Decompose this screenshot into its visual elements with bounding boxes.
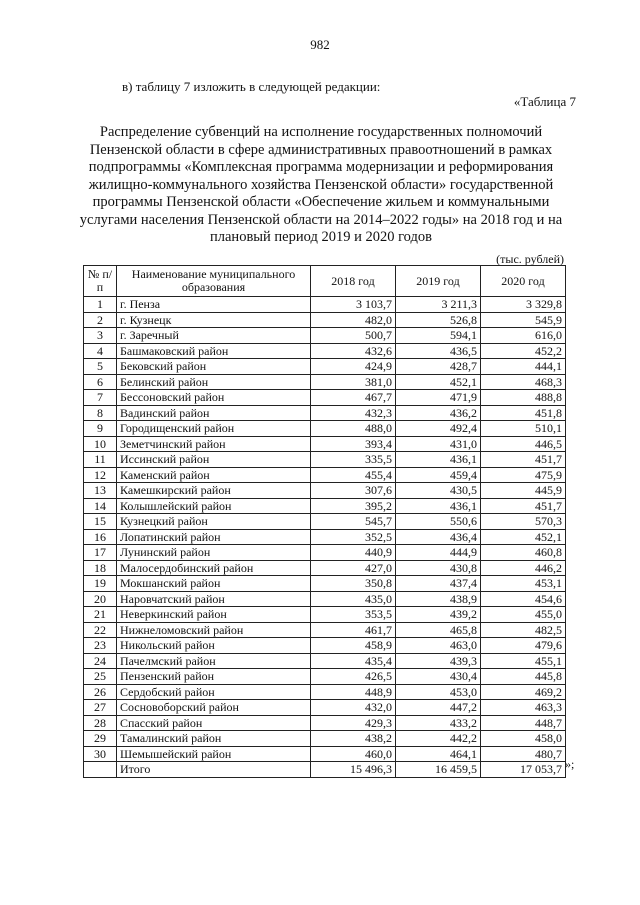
cell-2019: 526,8: [396, 312, 481, 328]
cell-2019: 436,2: [396, 405, 481, 421]
total-num: [84, 762, 117, 778]
cell-num: 3: [84, 328, 117, 344]
cell-name: Никольский район: [117, 638, 311, 654]
cell-num: 26: [84, 684, 117, 700]
cell-2018: 432,6: [311, 343, 396, 359]
cell-2020: 454,6: [481, 591, 566, 607]
cell-2019: 594,1: [396, 328, 481, 344]
cell-2019: 436,4: [396, 529, 481, 545]
cell-num: 6: [84, 374, 117, 390]
cell-2020: 446,2: [481, 560, 566, 576]
header-2018: 2018 год: [311, 266, 396, 297]
cell-name: Шемышейский район: [117, 746, 311, 762]
cell-name: Вадинский район: [117, 405, 311, 421]
table-row: [84, 669, 566, 685]
cell-2018: 395,2: [311, 498, 396, 514]
cell-name: Белинский район: [117, 374, 311, 390]
cell-2020: 482,5: [481, 622, 566, 638]
cell-2018: 3 103,7: [311, 297, 396, 313]
table-row: [84, 591, 566, 607]
cell-2019: 447,2: [396, 700, 481, 716]
header-num: № п/п: [84, 266, 117, 297]
cell-2020: 488,8: [481, 390, 566, 406]
table-row: [84, 746, 566, 762]
cell-2019: 430,4: [396, 669, 481, 685]
cell-num: 8: [84, 405, 117, 421]
cell-name: Неверкинский район: [117, 607, 311, 623]
cell-2020: 455,0: [481, 607, 566, 623]
cell-num: 9: [84, 421, 117, 437]
cell-num: 29: [84, 731, 117, 747]
cell-2020: 469,2: [481, 684, 566, 700]
table-row: [84, 483, 566, 499]
table-row: [84, 452, 566, 468]
cell-2019: 459,4: [396, 467, 481, 483]
cell-2020: 448,7: [481, 715, 566, 731]
table-row: [84, 467, 566, 483]
table-row: [84, 622, 566, 638]
cell-2018: 432,0: [311, 700, 396, 716]
cell-2020: 445,8: [481, 669, 566, 685]
cell-2019: 463,0: [396, 638, 481, 654]
cell-2018: 458,9: [311, 638, 396, 654]
cell-2019: 428,7: [396, 359, 481, 375]
cell-2019: 430,8: [396, 560, 481, 576]
table-row: [84, 498, 566, 514]
cell-name: Наровчатский район: [117, 591, 311, 607]
cell-2020: 510,1: [481, 421, 566, 437]
cell-2020: 445,9: [481, 483, 566, 499]
cell-name: Иссинский район: [117, 452, 311, 468]
intro-text: в) таблицу 7 изложить в следующей редакции:: [122, 79, 381, 94]
cell-name: Камешкирский район: [117, 483, 311, 499]
table-row: [84, 560, 566, 576]
table-row: [84, 529, 566, 545]
cell-2019: 436,1: [396, 452, 481, 468]
page-number: 982: [310, 37, 330, 52]
cell-2019: 453,0: [396, 684, 481, 700]
table-row: [84, 576, 566, 592]
cell-2020: 452,1: [481, 529, 566, 545]
cell-2020: 480,7: [481, 746, 566, 762]
closing-quote: »;: [565, 757, 575, 771]
cell-2019: 436,5: [396, 343, 481, 359]
cell-name: г. Заречный: [117, 328, 311, 344]
cell-num: 1: [84, 297, 117, 313]
document-title: Распределение субвенций на исполнение государственных полномочий Пензенской области в сфере административных правоотношений в рамках подпрограммы «Комплексная программа модернизации и реформирования жилищно-коммунального хозяйства Пензенской области» государственной программы Пензенской области «Обеспечение жильем и коммунальными услугами населения Пензенской области на 2014–2022 годы» на 2018 год и на плановый период 2019 и 2020 годов: [79, 124, 563, 245]
cell-2018: 427,0: [311, 560, 396, 576]
cell-2020: 455,1: [481, 653, 566, 669]
table-row: [84, 715, 566, 731]
cell-name: Бековский район: [117, 359, 311, 375]
cell-num: 14: [84, 498, 117, 514]
table-row: [84, 514, 566, 530]
cell-2018: 426,5: [311, 669, 396, 685]
table-row: [84, 312, 566, 328]
cell-2020: 451,8: [481, 405, 566, 421]
cell-2019: 436,1: [396, 498, 481, 514]
units-label: (тыс. рублей): [496, 252, 564, 266]
cell-num: 10: [84, 436, 117, 452]
cell-2019: 492,4: [396, 421, 481, 437]
cell-2020: 468,3: [481, 374, 566, 390]
cell-2020: 616,0: [481, 328, 566, 344]
cell-2020: 460,8: [481, 545, 566, 561]
cell-2019: 464,1: [396, 746, 481, 762]
cell-2020: 446,5: [481, 436, 566, 452]
cell-name: г. Пенза: [117, 297, 311, 313]
cell-num: 7: [84, 390, 117, 406]
cell-num: 22: [84, 622, 117, 638]
cell-name: Земетчинский район: [117, 436, 311, 452]
table-row: [84, 700, 566, 716]
cell-num: 27: [84, 700, 117, 716]
cell-name: Лунинский район: [117, 545, 311, 561]
table-row: [84, 731, 566, 747]
cell-num: 28: [84, 715, 117, 731]
cell-name: Тамалинский район: [117, 731, 311, 747]
total-label: Итого: [117, 762, 311, 778]
table-row: [84, 638, 566, 654]
cell-num: 13: [84, 483, 117, 499]
total-2019: 16 459,5: [396, 762, 481, 778]
cell-num: 23: [84, 638, 117, 654]
cell-2019: 465,8: [396, 622, 481, 638]
cell-2018: 352,5: [311, 529, 396, 545]
cell-name: Пензенский район: [117, 669, 311, 685]
cell-2018: 435,4: [311, 653, 396, 669]
cell-2019: 439,3: [396, 653, 481, 669]
cell-name: Пачелмский район: [117, 653, 311, 669]
table-row: [84, 343, 566, 359]
cell-2019: 439,2: [396, 607, 481, 623]
table-total-row: [84, 762, 566, 778]
cell-num: 2: [84, 312, 117, 328]
cell-num: 11: [84, 452, 117, 468]
cell-2018: 307,6: [311, 483, 396, 499]
cell-2020: 475,9: [481, 467, 566, 483]
cell-name: Каменский район: [117, 467, 311, 483]
cell-name: Колышлейский район: [117, 498, 311, 514]
cell-num: 18: [84, 560, 117, 576]
cell-num: 20: [84, 591, 117, 607]
cell-name: Сосновоборский район: [117, 700, 311, 716]
cell-num: 25: [84, 669, 117, 685]
cell-2020: 463,3: [481, 700, 566, 716]
cell-num: 16: [84, 529, 117, 545]
cell-2019: 433,2: [396, 715, 481, 731]
cell-2020: 451,7: [481, 498, 566, 514]
cell-2020: 453,1: [481, 576, 566, 592]
cell-name: Нижнеломовский район: [117, 622, 311, 638]
table-row: [84, 684, 566, 700]
cell-2018: 435,0: [311, 591, 396, 607]
cell-num: 4: [84, 343, 117, 359]
cell-2018: 429,3: [311, 715, 396, 731]
table-row: [84, 421, 566, 437]
cell-num: 17: [84, 545, 117, 561]
table-row: [84, 374, 566, 390]
cell-name: г. Кузнецк: [117, 312, 311, 328]
cell-name: Городищенский район: [117, 421, 311, 437]
cell-2020: 451,7: [481, 452, 566, 468]
cell-num: 15: [84, 514, 117, 530]
cell-2019: 550,6: [396, 514, 481, 530]
cell-2018: 438,2: [311, 731, 396, 747]
total-2020: 17 053,7: [481, 762, 566, 778]
header-2020: 2020 год: [481, 266, 566, 297]
table-header-row: [84, 266, 566, 297]
cell-2019: 442,2: [396, 731, 481, 747]
table-row: [84, 545, 566, 561]
cell-num: 24: [84, 653, 117, 669]
table-row: [84, 607, 566, 623]
cell-2018: 545,7: [311, 514, 396, 530]
cell-2018: 500,7: [311, 328, 396, 344]
cell-2020: 444,1: [481, 359, 566, 375]
cell-num: 5: [84, 359, 117, 375]
subsidy-table: [83, 265, 566, 778]
cell-2018: 448,9: [311, 684, 396, 700]
cell-2020: 479,6: [481, 638, 566, 654]
cell-name: Малосердобинский район: [117, 560, 311, 576]
cell-2020: 3 329,8: [481, 297, 566, 313]
table-row: [84, 328, 566, 344]
cell-2019: 452,1: [396, 374, 481, 390]
cell-2018: 432,3: [311, 405, 396, 421]
cell-num: 19: [84, 576, 117, 592]
table-row: [84, 390, 566, 406]
cell-2018: 488,0: [311, 421, 396, 437]
cell-name: Башмаковский район: [117, 343, 311, 359]
cell-2018: 460,0: [311, 746, 396, 762]
table-row: [84, 359, 566, 375]
cell-num: 21: [84, 607, 117, 623]
cell-num: 12: [84, 467, 117, 483]
cell-name: Мокшанский район: [117, 576, 311, 592]
table-row: [84, 653, 566, 669]
total-2018: 15 496,3: [311, 762, 396, 778]
cell-2019: 430,5: [396, 483, 481, 499]
table-label: «Таблица 7: [513, 94, 576, 109]
cell-2020: 458,0: [481, 731, 566, 747]
table-row: [84, 405, 566, 421]
cell-2018: 440,9: [311, 545, 396, 561]
cell-2018: 335,5: [311, 452, 396, 468]
cell-name: Лопатинский район: [117, 529, 311, 545]
cell-2019: 3 211,3: [396, 297, 481, 313]
cell-2018: 461,7: [311, 622, 396, 638]
cell-2020: 452,2: [481, 343, 566, 359]
cell-2018: 455,4: [311, 467, 396, 483]
cell-2019: 437,4: [396, 576, 481, 592]
cell-2019: 431,0: [396, 436, 481, 452]
table-row: [84, 436, 566, 452]
cell-2018: 467,7: [311, 390, 396, 406]
cell-name: Сердобский район: [117, 684, 311, 700]
cell-2019: 471,9: [396, 390, 481, 406]
cell-2018: 424,9: [311, 359, 396, 375]
cell-2020: 570,3: [481, 514, 566, 530]
cell-num: 30: [84, 746, 117, 762]
cell-2018: 350,8: [311, 576, 396, 592]
cell-name: Спасский район: [117, 715, 311, 731]
cell-2018: 482,0: [311, 312, 396, 328]
cell-name: Бессоновский район: [117, 390, 311, 406]
table-row: [84, 297, 566, 313]
header-2019: 2019 год: [396, 266, 481, 297]
cell-2018: 381,0: [311, 374, 396, 390]
cell-2019: 444,9: [396, 545, 481, 561]
header-name: Наименование муниципального образования: [117, 266, 311, 297]
cell-name: Кузнецкий район: [117, 514, 311, 530]
cell-2018: 393,4: [311, 436, 396, 452]
cell-2018: 353,5: [311, 607, 396, 623]
cell-2019: 438,9: [396, 591, 481, 607]
cell-2020: 545,9: [481, 312, 566, 328]
